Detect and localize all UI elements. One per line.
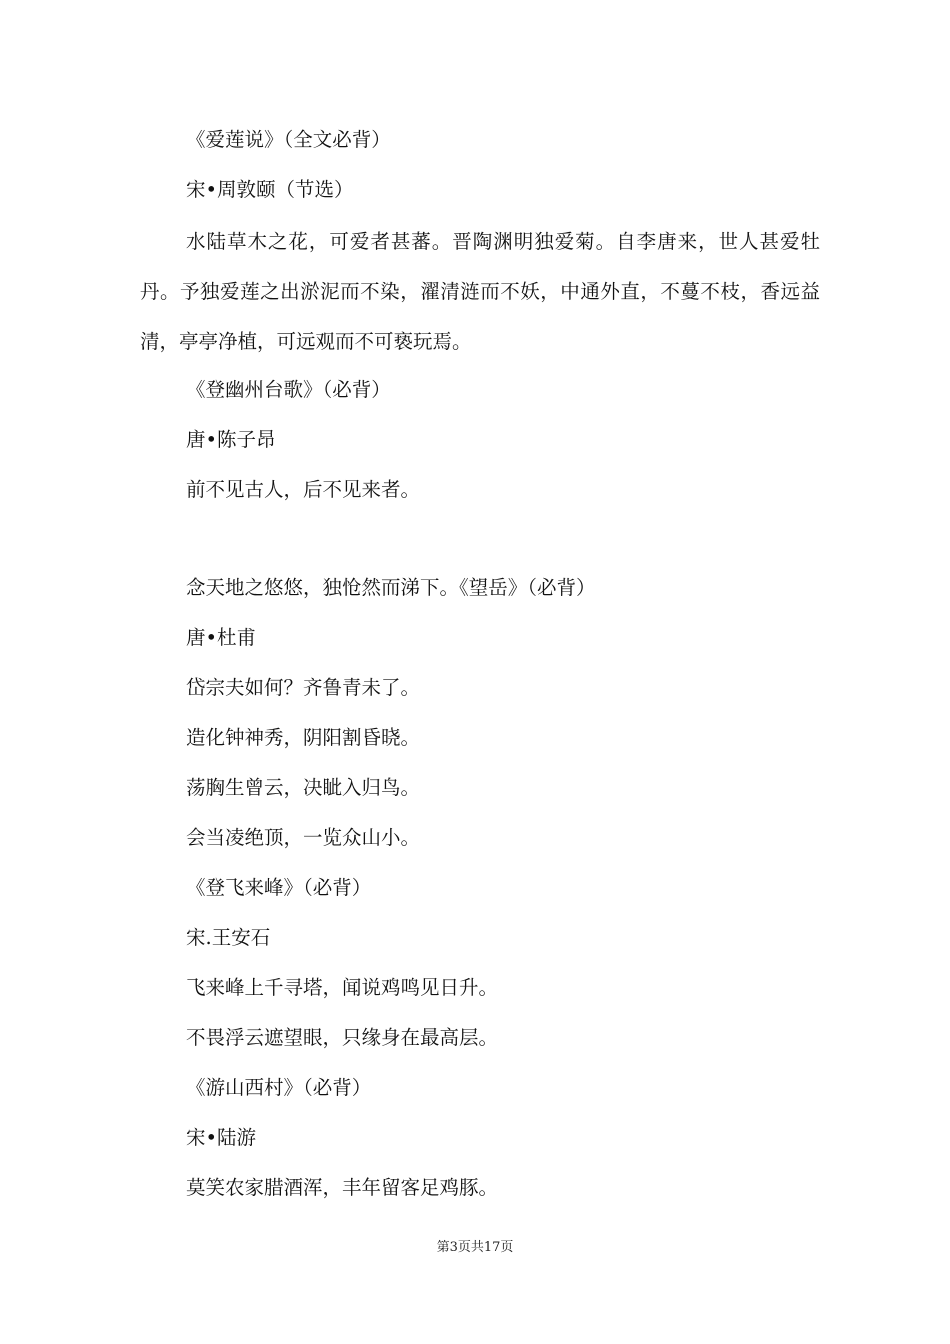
poem-title-dengfeilaifeng: 《登飞来峰》（必背）	[186, 876, 372, 899]
author-du-fu: 唐•杜甫	[186, 626, 257, 649]
verse-line: 不畏浮云遮望眼，只缘身在最高层。	[186, 1026, 499, 1049]
verse-line: 前不见古人，后不见来者。	[186, 478, 421, 501]
page-number-footer: 第3页共17页	[436, 1240, 514, 1255]
author-lu-you: 宋•陆游	[186, 1126, 257, 1149]
author-chen-ziang: 唐•陈子昂	[186, 428, 276, 451]
author-zhou-dunyi: 宋•周敦颐（节选）	[186, 178, 354, 201]
verse-line: 造化钟神秀，阴阳割昏晓。	[186, 726, 421, 749]
poem-title-dengyouzhoutai: 《登幽州台歌》（必背）	[186, 378, 391, 401]
poem-title-youshanxicun: 《游山西村》（必背）	[186, 1076, 372, 1099]
verse-line: 会当凌绝顶，一览众山小。	[186, 826, 421, 849]
verse-line: 莫笑农家腊酒浑，丰年留客足鸡豚。	[186, 1176, 499, 1199]
ailianshuo-text: 水陆草木之花，可爱者甚蕃。晋陶渊明独爱菊。自李唐来，世人甚爱牡丹。予独爱莲之出淤泥而不染，濯清涟而不妖，中通外直，不蔓不枝，香远益清，亭亭净植，可远观而不可亵玩焉。	[140, 230, 820, 353]
verse-line: 岱宗夫如何？齐鲁青未了。	[186, 676, 421, 699]
verse-line: 飞来峰上千寻塔，闻说鸡鸣见日升。	[186, 976, 499, 999]
author-wang-anshi: 宋.王安石	[186, 926, 271, 949]
verse-line-with-title: 念天地之悠悠，独怆然而涕下。《望岳》（必背）	[186, 576, 596, 599]
poem-title-ailianshuo: 《爱莲说》（全文必背）	[186, 128, 391, 151]
verse-line: 荡胸生曾云，决眦入归鸟。	[186, 776, 421, 799]
